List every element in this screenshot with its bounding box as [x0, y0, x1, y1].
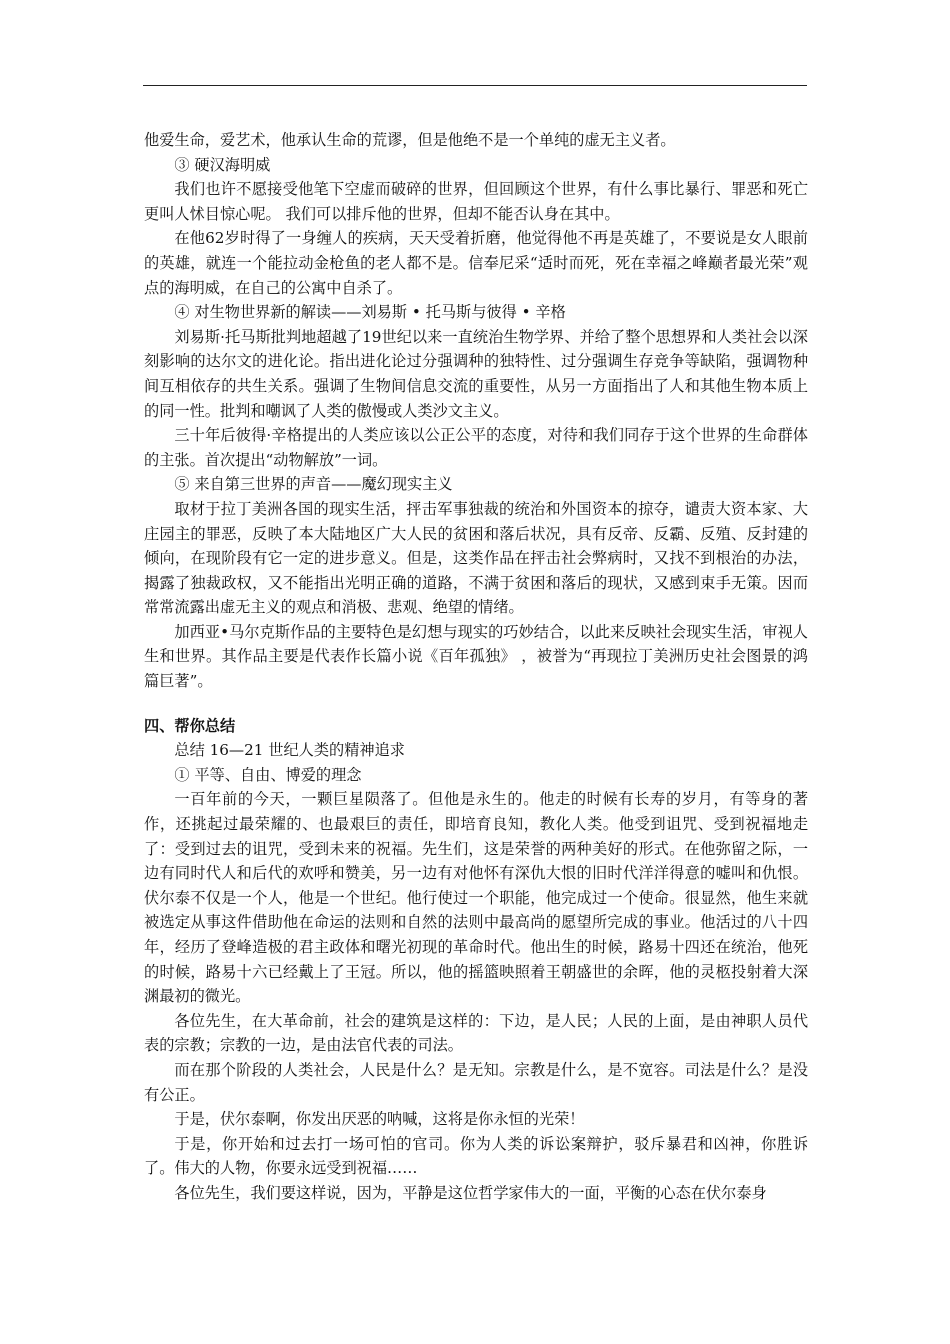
paragraph: 我们也许不愿接受他笔下空虚而破碎的世界，但回顾这个世界，有什么事比暴行、罪恶和死亡更叫人怵目惊心呢。 我们可以排斥他的世界，但却不能否认身在其中。	[144, 180, 808, 223]
paragraph: 一百年前的今天，一颗巨星陨落了。但他是永生的。他走的时候有长寿的岁月，有等身的著作，还挑起过最荣耀的、也最艰巨的责任，即培育良知，教化人类。他受到诅咒、受到祝福地走了：受到过去的诅咒，受到未来的祝福。先生们，这是荣誉的两种美好的形式。在他弥留之际，一边有同时代人和后代的欢呼和赞美，另一边有对他怀有深仇大恨的旧时代洋洋得意的嘘叫和仇恨。伏尔泰不仅是一个人，他是一个世纪。他行使过一个职能，他完成过一个使命。很显然，他生来就被选定从事这件借助他在命运的法则和自然的法则中最高尚的愿望所完成的事业。他活过的八十四年，经历了登峰造极的君主政体和曙光初现的革命时代。他出生的时候，路易十四还在统治，他死的时候，路易十六已经戴上了王冠。所以，他的摇篮映照着王朝盛世的余晖，他的灵柩投射着大深渊最初的微光。	[144, 790, 808, 1006]
section-heading: 四、帮你总结	[144, 716, 236, 735]
paragraph: ④ 对生物世界新的解读——刘易斯 • 托马斯与彼得 • 辛格	[174, 303, 566, 322]
paragraph: 刘易斯·托马斯批判地超越了19世纪以来一直统治生物学界、并给了整个思想界和人类社会以深刻影响的达尔文的进化论。指出进化论过分强调种的独特性、过分强调生存竞争等缺陷，强调物种间互相依存的共生关系。强调了生物间信息交流的重要性，从另一方面指出了人和其他生物本质上的同一性。批判和嘲讽了人类的傲慢或人类沙文主义。	[144, 327, 808, 420]
paragraph: 于是，伏尔泰啊，你发出厌恶的呐喊，这将是你永恒的光荣！	[174, 1110, 585, 1129]
paragraph: 加西亚•马尔克斯作品的主要特色是幻想与现实的巧妙结合，以此来反映社会现实生活，审视人生和世界。其作品主要是代表作长篇小说《百年孤独》 ，被誉为“再现拉丁美洲历史社会图景的鸿篇巨著”。	[144, 622, 808, 691]
paragraph: 三十年后彼得·辛格提出的人类应该以公正公平的态度，对待和我们同存于这个世界的生命群体的主张。首次提出“动物解放”一词。	[144, 426, 808, 469]
paragraph: 取材于拉丁美洲各国的现实生活，抨击军事独裁的统治和外国资本的掠夺，谴责大资本家、大庄园主的罪恶，反映了本大陆地区广大人民的贫困和落后状况，具有反帝、反霸、反殖、反封建的倾向，在现阶段有它一定的进步意义。但是，这类作品在抨击社会弊病时，又找不到根治的办法，揭露了独裁政权，又不能指出光明正确的道路，不满于贫困和落后的现状，又感到束手无策。因而常常流露出虚无主义的观点和消极、悲观、绝望的情绪。	[144, 499, 808, 617]
paragraph: 他爱生命，爱艺术，他承认生命的荒谬，但是他绝不是一个单纯的虚无主义者。	[144, 131, 676, 149]
text-block-top	[144, 128, 808, 694]
paragraph: 各位先生，我们要这样说，因为，平静是这位哲学家伟大的一面，平衡的心态在伏尔泰身	[174, 1183, 767, 1202]
document-body	[144, 128, 808, 1206]
paragraph: 于是，你开始和过去打一场可怕的官司。你为人类的诉讼案辩护，驳斥暴君和凶神，你胜诉了。伟大的人物，你要永远受到祝福……	[144, 1134, 808, 1178]
paragraph: ⑤ 来自第三世界的声音——魔幻现实主义	[174, 475, 453, 494]
paragraph: 而在那个阶段的人类社会，人民是什么？是无知。宗教是什么，是不宽容。司法是什么？是没有公正。	[144, 1060, 808, 1104]
paragraph: ③ 硬汉海明威	[174, 155, 271, 174]
paragraph: 总结 16—21 世纪人类的精神追求	[174, 741, 405, 760]
header-rule	[143, 85, 807, 86]
paragraph: 各位先生，在大革命前，社会的建筑是这样的：下边，是人民；人民的上面，是由神职人员代表的宗教；宗教的一边，是由法官代表的司法。	[144, 1011, 808, 1055]
paragraph: 在他62岁时得了一身缠人的疾病，天天受着折磨，他觉得他不再是英雄了，不要说是女人眼前的英雄，就连一个能拉动金枪鱼的老人都不是。信奉尼采“适时而死，死在幸福之峰巅者最光荣”观点的海明威，在自己的公寓中自杀了。	[144, 229, 808, 297]
text-block-bottom	[144, 738, 808, 1205]
paragraph: ① 平等、自由、博爱的理念	[174, 765, 362, 784]
